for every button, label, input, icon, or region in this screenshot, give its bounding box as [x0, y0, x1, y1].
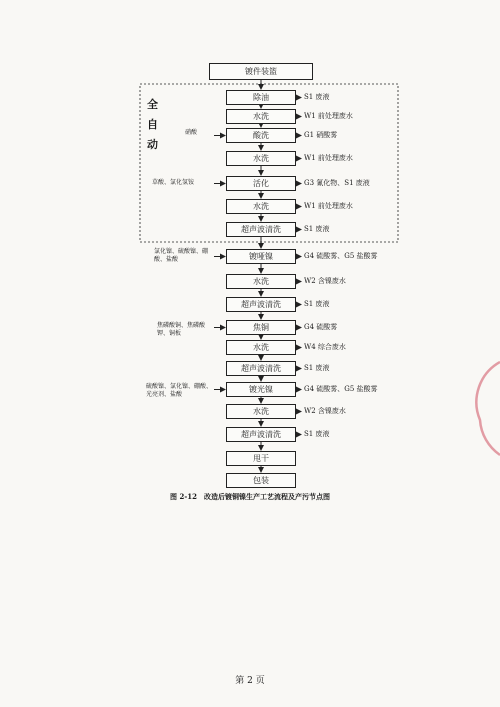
output-label-1: S1 废液 — [304, 93, 330, 101]
output-label-15: W2 含镍废水 — [304, 407, 346, 415]
step-pickling: 酸洗 — [226, 128, 296, 143]
output-label-4: W1 前处理废水 — [304, 154, 353, 162]
output-label-14: G4 硫酸雾、G5 盐酸雾 — [304, 385, 378, 393]
step-pyro-copper: 焦铜 — [226, 320, 296, 335]
input-label-1: 硝酸 — [185, 129, 198, 136]
output-label-7: S1 废液 — [304, 225, 330, 233]
step-rinse-5: 水洗 — [226, 340, 296, 355]
step-ultrasonic-2: 超声波清洗 — [226, 297, 296, 312]
step-ultrasonic-1: 超声波清洗 — [226, 222, 296, 237]
input-label-3: 氯化镍、硫酸镍、硼酸、盐酸 — [154, 248, 209, 263]
step-rinse-1: 水洗 — [226, 109, 296, 124]
red-seal-stamp — [476, 362, 500, 455]
step-bright-nickel: 镀光镍 — [226, 382, 296, 397]
side-label-char-2: 自 — [147, 118, 158, 131]
input-label-4: 焦磷酸铜、焦磷酸钾、铜板 — [157, 322, 206, 337]
step-rinse-4: 水洗 — [226, 274, 296, 289]
side-label-char-3: 动 — [147, 138, 158, 151]
side-label-char-1: 全 — [147, 98, 158, 111]
step-rinse-2: 水洗 — [226, 151, 296, 166]
step-spin-dry: 甩干 — [226, 451, 296, 466]
output-label-13: S1 废液 — [304, 364, 330, 372]
input-label-2: 草酸、氯化氢铵 — [152, 179, 195, 186]
output-label-12: W4 综合废水 — [304, 343, 346, 351]
step-rinse-6: 水洗 — [226, 404, 296, 419]
page-number: 第 2 页 — [235, 676, 265, 686]
step-ultrasonic-4: 超声波清洗 — [226, 427, 296, 442]
output-label-2: W1 前处理废水 — [304, 112, 353, 120]
output-label-9: W2 含镍废水 — [304, 277, 346, 285]
step-activation: 活化 — [226, 176, 296, 191]
output-label-6: W1 前处理废水 — [304, 202, 353, 210]
step-matte-nickel: 镀哑镍 — [226, 249, 296, 264]
step-loading: 镀件装篮 — [209, 63, 313, 80]
step-degrease: 除油 — [226, 90, 296, 105]
step-ultrasonic-3: 超声波清洗 — [226, 361, 296, 376]
output-label-10: S1 废液 — [304, 300, 330, 308]
input-label-5: 硫酸镍、氯化镍、硼酸、光亮剂、盐酸 — [146, 383, 213, 398]
step-packing: 包装 — [226, 473, 296, 488]
output-label-11: G4 硫酸雾 — [304, 323, 338, 331]
output-label-3: G1 硝酸雾 — [304, 131, 338, 139]
output-label-16: S1 废液 — [304, 430, 330, 438]
figure-caption: 图 2-12 改造后镀铜镍生产工艺流程及产污节点图 — [170, 492, 330, 501]
output-label-8: G4 硫酸雾、G5 盐酸雾 — [304, 252, 378, 260]
step-rinse-3: 水洗 — [226, 199, 296, 214]
output-label-5: G3 氰化物、S1 废液 — [304, 179, 370, 187]
